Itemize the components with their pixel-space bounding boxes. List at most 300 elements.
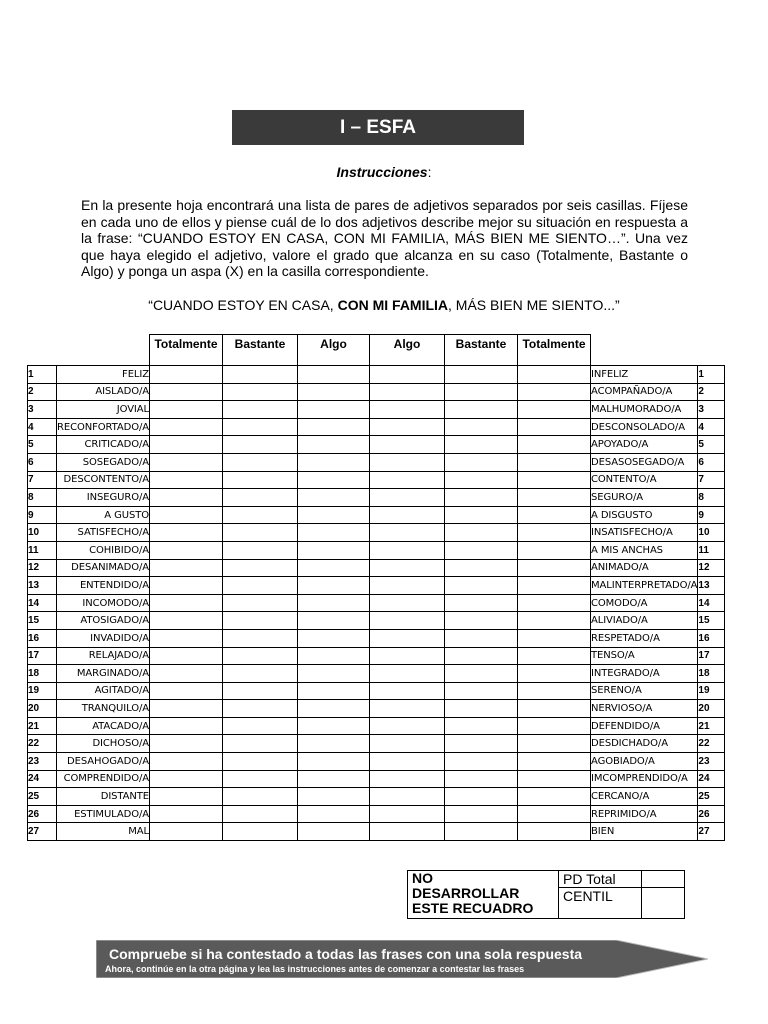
checkbox-cell-bastante-right[interactable] bbox=[445, 788, 518, 806]
checkbox-cell-algo-right[interactable] bbox=[370, 594, 445, 612]
right-adjective: A DISGUSTO bbox=[591, 506, 698, 524]
checkbox-cell-algo-right[interactable] bbox=[370, 401, 445, 419]
right-adjective: DESCONSOLADO/A bbox=[591, 418, 698, 436]
left-adjective: COHIBIDO/A bbox=[57, 541, 150, 559]
instructions-colon: : bbox=[427, 164, 432, 180]
row-number-left: 11 bbox=[28, 541, 57, 559]
checkbox-cell-algo-left[interactable] bbox=[298, 788, 370, 806]
checkbox-cell-algo-right[interactable] bbox=[370, 506, 445, 524]
checkbox-cell-algo-left[interactable] bbox=[298, 453, 370, 471]
table-row bbox=[28, 753, 725, 771]
notice-line: DESARROLLAR bbox=[412, 885, 520, 901]
row-number-left: 12 bbox=[28, 559, 57, 577]
row-number-right: 25 bbox=[698, 788, 725, 806]
checkbox-cell-algo-left[interactable] bbox=[298, 559, 370, 577]
checkbox-cell-algo-right[interactable] bbox=[370, 770, 445, 788]
left-adjective: CRITICADO/A bbox=[57, 436, 150, 454]
left-adjective: MARGINADO/A bbox=[57, 665, 150, 683]
checkbox-cell-totalmente-right[interactable] bbox=[518, 823, 591, 841]
left-adjective: ESTIMULADO/A bbox=[57, 805, 150, 823]
right-adjective: REPRIMIDO/A bbox=[591, 805, 698, 823]
header-bastante-left: Bastante bbox=[223, 335, 298, 366]
checkbox-cell-algo-right[interactable] bbox=[370, 753, 445, 771]
left-adjective: DESANIMADO/A bbox=[57, 559, 150, 577]
right-adjective: TENSO/A bbox=[591, 647, 698, 665]
checkbox-cell-bastante-left[interactable] bbox=[223, 753, 298, 771]
header-blank-left bbox=[28, 335, 57, 366]
checkbox-cell-totalmente-left[interactable] bbox=[150, 594, 223, 612]
row-number-left: 26 bbox=[28, 805, 57, 823]
checkbox-cell-bastante-right[interactable] bbox=[445, 506, 518, 524]
checkbox-cell-algo-left[interactable] bbox=[298, 665, 370, 683]
checkbox-cell-totalmente-left[interactable] bbox=[150, 805, 223, 823]
table-row bbox=[28, 401, 725, 419]
checkbox-cell-algo-left[interactable] bbox=[298, 541, 370, 559]
checkbox-cell-algo-right[interactable] bbox=[370, 366, 445, 384]
checkbox-cell-bastante-right[interactable] bbox=[445, 805, 518, 823]
right-adjective: CERCANO/A bbox=[591, 788, 698, 806]
row-number-right: 20 bbox=[698, 700, 725, 718]
checkbox-cell-algo-left[interactable] bbox=[298, 682, 370, 700]
left-adjective: RECONFORTADO/A bbox=[57, 418, 150, 436]
notice-line: ESTE RECUADRO bbox=[412, 900, 534, 916]
row-number-right: 16 bbox=[698, 629, 725, 647]
checkbox-cell-bastante-right[interactable] bbox=[445, 577, 518, 595]
checkbox-cell-algo-left[interactable] bbox=[298, 753, 370, 771]
row-number-left: 14 bbox=[28, 594, 57, 612]
instructions-heading bbox=[0, 164, 768, 180]
checkbox-cell-totalmente-left[interactable] bbox=[150, 647, 223, 665]
checkbox-cell-algo-left[interactable] bbox=[298, 823, 370, 841]
checkbox-cell-bastante-left[interactable] bbox=[223, 805, 298, 823]
checkbox-cell-totalmente-right[interactable] bbox=[518, 629, 591, 647]
checkbox-cell-bastante-left[interactable] bbox=[223, 506, 298, 524]
checkbox-cell-algo-right[interactable] bbox=[370, 788, 445, 806]
right-adjective: ALIVIADO/A bbox=[591, 612, 698, 630]
checkbox-cell-totalmente-left[interactable] bbox=[150, 717, 223, 735]
checkbox-cell-totalmente-right[interactable] bbox=[518, 770, 591, 788]
footer-check-message: Compruebe si ha contestado a todas las frases con una sola respuesta bbox=[109, 946, 583, 962]
row-number-right: 7 bbox=[698, 471, 725, 489]
checkbox-cell-totalmente-left[interactable] bbox=[150, 753, 223, 771]
checkbox-cell-bastante-right[interactable] bbox=[445, 594, 518, 612]
table-row bbox=[28, 471, 725, 489]
checkbox-cell-algo-right[interactable] bbox=[370, 665, 445, 683]
checkbox-cell-algo-right[interactable] bbox=[370, 453, 445, 471]
row-number-left: 1 bbox=[28, 366, 57, 384]
right-adjective: DEFENDIDO/A bbox=[591, 717, 698, 735]
checkbox-cell-totalmente-left[interactable] bbox=[150, 735, 223, 753]
right-adjective: MALINTERPRETADO/A bbox=[591, 577, 698, 595]
checkbox-cell-algo-right[interactable] bbox=[370, 471, 445, 489]
checkbox-cell-totalmente-right[interactable] bbox=[518, 700, 591, 718]
checkbox-cell-bastante-right[interactable] bbox=[445, 665, 518, 683]
checkbox-cell-algo-left[interactable] bbox=[298, 717, 370, 735]
row-number-left: 16 bbox=[28, 629, 57, 647]
right-adjective: ACOMPAÑADO/A bbox=[591, 383, 698, 401]
checkbox-cell-algo-right[interactable] bbox=[370, 629, 445, 647]
checkbox-cell-bastante-right[interactable] bbox=[445, 489, 518, 507]
right-adjective: SERENO/A bbox=[591, 682, 698, 700]
checkbox-cell-totalmente-right[interactable] bbox=[518, 735, 591, 753]
checkbox-cell-algo-right[interactable] bbox=[370, 823, 445, 841]
checkbox-cell-algo-right[interactable] bbox=[370, 559, 445, 577]
checkbox-cell-algo-left[interactable] bbox=[298, 647, 370, 665]
checkbox-cell-algo-right[interactable] bbox=[370, 682, 445, 700]
checkbox-cell-algo-right[interactable] bbox=[370, 489, 445, 507]
left-adjective: INCOMODO/A bbox=[57, 594, 150, 612]
left-adjective: DESCONTENTO/A bbox=[57, 471, 150, 489]
checkbox-cell-totalmente-left[interactable] bbox=[150, 788, 223, 806]
checkbox-cell-algo-left[interactable] bbox=[298, 418, 370, 436]
row-number-right: 11 bbox=[698, 541, 725, 559]
prompt-part2: , MÁS BIEN ME SIENTO...” bbox=[448, 297, 620, 313]
checkbox-cell-totalmente-right[interactable] bbox=[518, 541, 591, 559]
left-adjective: SOSEGADO/A bbox=[57, 453, 150, 471]
checkbox-cell-bastante-left[interactable] bbox=[223, 436, 298, 454]
left-adjective: DICHOSO/A bbox=[57, 735, 150, 753]
checkbox-cell-algo-left[interactable] bbox=[298, 436, 370, 454]
checkbox-cell-bastante-left[interactable] bbox=[223, 717, 298, 735]
checkbox-cell-algo-right[interactable] bbox=[370, 805, 445, 823]
checkbox-cell-bastante-left[interactable] bbox=[223, 559, 298, 577]
checkbox-cell-totalmente-right[interactable] bbox=[518, 506, 591, 524]
checkbox-cell-totalmente-right[interactable] bbox=[518, 665, 591, 683]
checkbox-cell-totalmente-right[interactable] bbox=[518, 612, 591, 630]
table-row bbox=[28, 665, 725, 683]
checkbox-cell-totalmente-left[interactable] bbox=[150, 770, 223, 788]
checkbox-cell-algo-right[interactable] bbox=[370, 700, 445, 718]
row-number-left: 27 bbox=[28, 823, 57, 841]
checkbox-cell-algo-left[interactable] bbox=[298, 770, 370, 788]
row-number-left: 15 bbox=[28, 612, 57, 630]
checkbox-cell-bastante-left[interactable] bbox=[223, 700, 298, 718]
checkbox-cell-algo-right[interactable] bbox=[370, 524, 445, 542]
right-adjective: AGOBIADO/A bbox=[591, 753, 698, 771]
row-number-right: 5 bbox=[698, 436, 725, 454]
checkbox-cell-totalmente-left[interactable] bbox=[150, 823, 223, 841]
header-blank-left-adj bbox=[57, 335, 150, 366]
table-row bbox=[28, 612, 725, 630]
checkbox-cell-totalmente-left[interactable] bbox=[150, 366, 223, 384]
checkbox-cell-bastante-left[interactable] bbox=[223, 401, 298, 419]
row-number-right: 17 bbox=[698, 647, 725, 665]
header-blank-right bbox=[698, 335, 725, 366]
checkbox-cell-totalmente-right[interactable] bbox=[518, 753, 591, 771]
pd-total-field[interactable] bbox=[642, 871, 685, 888]
table-row bbox=[28, 506, 725, 524]
left-adjective: RELAJADO/A bbox=[57, 647, 150, 665]
row-number-left: 7 bbox=[28, 471, 57, 489]
checkbox-cell-bastante-right[interactable] bbox=[445, 682, 518, 700]
checkbox-cell-totalmente-left[interactable] bbox=[150, 612, 223, 630]
checkbox-cell-algo-left[interactable] bbox=[298, 594, 370, 612]
row-number-right: 23 bbox=[698, 753, 725, 771]
right-adjective: NERVIOSO/A bbox=[591, 700, 698, 718]
checkbox-cell-bastante-right[interactable] bbox=[445, 471, 518, 489]
checkbox-cell-bastante-left[interactable] bbox=[223, 788, 298, 806]
row-number-right: 9 bbox=[698, 506, 725, 524]
checkbox-cell-bastante-right[interactable] bbox=[445, 823, 518, 841]
checkbox-cell-bastante-right[interactable] bbox=[445, 559, 518, 577]
checkbox-cell-totalmente-right[interactable] bbox=[518, 805, 591, 823]
checkbox-cell-algo-right[interactable] bbox=[370, 383, 445, 401]
checkbox-cell-algo-left[interactable] bbox=[298, 489, 370, 507]
right-adjective: DESASOSEGADO/A bbox=[591, 453, 698, 471]
header-bastante-right: Bastante bbox=[445, 335, 518, 366]
checkbox-cell-totalmente-right[interactable] bbox=[518, 436, 591, 454]
checkbox-cell-bastante-left[interactable] bbox=[223, 770, 298, 788]
row-number-left: 8 bbox=[28, 489, 57, 507]
checkbox-cell-totalmente-right[interactable] bbox=[518, 559, 591, 577]
checkbox-cell-totalmente-right[interactable] bbox=[518, 682, 591, 700]
checkbox-cell-totalmente-right[interactable] bbox=[518, 453, 591, 471]
checkbox-cell-bastante-right[interactable] bbox=[445, 453, 518, 471]
table-row bbox=[28, 418, 725, 436]
checkbox-cell-totalmente-right[interactable] bbox=[518, 401, 591, 419]
table-row bbox=[28, 770, 725, 788]
checkbox-cell-bastante-right[interactable] bbox=[445, 418, 518, 436]
checkbox-cell-bastante-right[interactable] bbox=[445, 700, 518, 718]
checkbox-cell-bastante-right[interactable] bbox=[445, 753, 518, 771]
page-title: I – ESFA bbox=[232, 110, 524, 145]
right-adjective: INSATISFECHO/A bbox=[591, 524, 698, 542]
checkbox-cell-algo-right[interactable] bbox=[370, 436, 445, 454]
checkbox-cell-bastante-left[interactable] bbox=[223, 647, 298, 665]
right-adjective: INTEGRADO/A bbox=[591, 665, 698, 683]
checkbox-cell-bastante-left[interactable] bbox=[223, 629, 298, 647]
checkbox-cell-algo-left[interactable] bbox=[298, 805, 370, 823]
table-row bbox=[28, 524, 725, 542]
table-row bbox=[28, 717, 725, 735]
left-adjective: INVADIDO/A bbox=[57, 629, 150, 647]
checkbox-cell-totalmente-right[interactable] bbox=[518, 489, 591, 507]
checkbox-cell-algo-left[interactable] bbox=[298, 383, 370, 401]
centil-field[interactable] bbox=[642, 888, 685, 919]
row-number-right: 19 bbox=[698, 682, 725, 700]
table-row bbox=[28, 577, 725, 595]
footer-continue-message: Ahora, continúe en la otra página y lea las instrucciones antes de comenzar a contestar las frases bbox=[105, 964, 525, 974]
checkbox-cell-bastante-right[interactable] bbox=[445, 629, 518, 647]
checkbox-cell-bastante-left[interactable] bbox=[223, 541, 298, 559]
checkbox-cell-bastante-left[interactable] bbox=[223, 489, 298, 507]
right-adjective: SEGURO/A bbox=[591, 489, 698, 507]
table-row bbox=[28, 559, 725, 577]
left-adjective: SATISFECHO/A bbox=[57, 524, 150, 542]
checkbox-cell-totalmente-left[interactable] bbox=[150, 471, 223, 489]
checkbox-cell-algo-right[interactable] bbox=[370, 418, 445, 436]
checkbox-cell-bastante-left[interactable] bbox=[223, 577, 298, 595]
left-adjective: MAL bbox=[57, 823, 150, 841]
left-adjective: INSEGURO/A bbox=[57, 489, 150, 507]
checkbox-cell-bastante-left[interactable] bbox=[223, 418, 298, 436]
row-number-right: 18 bbox=[698, 665, 725, 683]
checkbox-cell-bastante-right[interactable] bbox=[445, 524, 518, 542]
left-adjective: ATOSIGADO/A bbox=[57, 612, 150, 630]
checkbox-cell-bastante-right[interactable] bbox=[445, 612, 518, 630]
checkbox-cell-bastante-right[interactable] bbox=[445, 366, 518, 384]
checkbox-cell-algo-right[interactable] bbox=[370, 577, 445, 595]
checkbox-cell-totalmente-right[interactable] bbox=[518, 647, 591, 665]
table-row bbox=[28, 788, 725, 806]
checkbox-cell-bastante-left[interactable] bbox=[223, 383, 298, 401]
table-row bbox=[28, 682, 725, 700]
left-adjective: COMPRENDIDO/A bbox=[57, 770, 150, 788]
right-adjective: IMCOMPRENDIDO/A bbox=[591, 770, 698, 788]
checkbox-cell-algo-left[interactable] bbox=[298, 401, 370, 419]
checkbox-cell-algo-left[interactable] bbox=[298, 471, 370, 489]
table-row bbox=[28, 823, 725, 841]
row-number-left: 2 bbox=[28, 383, 57, 401]
checkbox-cell-totalmente-left[interactable] bbox=[150, 489, 223, 507]
checkbox-cell-algo-left[interactable] bbox=[298, 366, 370, 384]
left-adjective: A GUSTO bbox=[57, 506, 150, 524]
row-number-left: 10 bbox=[28, 524, 57, 542]
row-number-right: 21 bbox=[698, 717, 725, 735]
left-adjective: DESAHOGADO/A bbox=[57, 753, 150, 771]
right-adjective: INFELIZ bbox=[591, 366, 698, 384]
checkbox-cell-totalmente-left[interactable] bbox=[150, 383, 223, 401]
table-row bbox=[28, 629, 725, 647]
do-not-fill-notice bbox=[408, 871, 559, 919]
row-number-right: 12 bbox=[698, 559, 725, 577]
checkbox-cell-totalmente-left[interactable] bbox=[150, 506, 223, 524]
right-adjective: COMODO/A bbox=[591, 594, 698, 612]
table-row bbox=[28, 805, 725, 823]
checkbox-cell-algo-left[interactable] bbox=[298, 629, 370, 647]
checkbox-cell-bastante-right[interactable] bbox=[445, 770, 518, 788]
checkbox-cell-totalmente-left[interactable] bbox=[150, 629, 223, 647]
checkbox-cell-bastante-right[interactable] bbox=[445, 383, 518, 401]
checkbox-cell-algo-left[interactable] bbox=[298, 577, 370, 595]
checkbox-cell-bastante-right[interactable] bbox=[445, 401, 518, 419]
checkbox-cell-totalmente-right[interactable] bbox=[518, 577, 591, 595]
row-number-left: 21 bbox=[28, 717, 57, 735]
notice-line: NO bbox=[412, 870, 433, 886]
table-row bbox=[28, 453, 725, 471]
checkbox-cell-algo-right[interactable] bbox=[370, 735, 445, 753]
checkbox-cell-bastante-left[interactable] bbox=[223, 682, 298, 700]
row-number-right: 1 bbox=[698, 366, 725, 384]
checkbox-cell-algo-right[interactable] bbox=[370, 541, 445, 559]
checkbox-cell-algo-left[interactable] bbox=[298, 524, 370, 542]
left-adjective: DISTANTE bbox=[57, 788, 150, 806]
checkbox-cell-bastante-right[interactable] bbox=[445, 717, 518, 735]
scoring-box bbox=[407, 870, 685, 919]
header-totalmente-right: Totalmente bbox=[518, 335, 591, 366]
header-algo-left: Algo bbox=[298, 335, 370, 366]
checkbox-cell-totalmente-right[interactable] bbox=[518, 788, 591, 806]
checkbox-cell-bastante-left[interactable] bbox=[223, 823, 298, 841]
checkbox-cell-totalmente-left[interactable] bbox=[150, 453, 223, 471]
left-adjective: ATACADO/A bbox=[57, 717, 150, 735]
checkbox-cell-totalmente-left[interactable] bbox=[150, 682, 223, 700]
checkbox-cell-bastante-left[interactable] bbox=[223, 594, 298, 612]
row-number-left: 3 bbox=[28, 401, 57, 419]
checkbox-cell-totalmente-left[interactable] bbox=[150, 418, 223, 436]
checkbox-cell-bastante-left[interactable] bbox=[223, 471, 298, 489]
table-row bbox=[28, 436, 725, 454]
pd-total-label: PD Total bbox=[559, 871, 642, 888]
checkbox-cell-algo-left[interactable] bbox=[298, 700, 370, 718]
row-number-left: 9 bbox=[28, 506, 57, 524]
checkbox-cell-totalmente-right[interactable] bbox=[518, 366, 591, 384]
checkbox-cell-totalmente-left[interactable] bbox=[150, 541, 223, 559]
checkbox-cell-totalmente-right[interactable] bbox=[518, 524, 591, 542]
checkbox-cell-totalmente-right[interactable] bbox=[518, 418, 591, 436]
checkbox-cell-totalmente-right[interactable] bbox=[518, 594, 591, 612]
checkbox-cell-bastante-left[interactable] bbox=[223, 453, 298, 471]
row-number-left: 22 bbox=[28, 735, 57, 753]
checkbox-cell-bastante-left[interactable] bbox=[223, 612, 298, 630]
checkbox-cell-totalmente-left[interactable] bbox=[150, 665, 223, 683]
checkbox-cell-algo-left[interactable] bbox=[298, 612, 370, 630]
header-totalmente-left: Totalmente bbox=[150, 335, 223, 366]
checkbox-cell-bastante-right[interactable] bbox=[445, 647, 518, 665]
checkbox-cell-totalmente-left[interactable] bbox=[150, 559, 223, 577]
table-row bbox=[28, 647, 725, 665]
checkbox-cell-totalmente-right[interactable] bbox=[518, 717, 591, 735]
row-number-right: 14 bbox=[698, 594, 725, 612]
prompt-part1: “CUANDO ESTOY EN CASA, bbox=[148, 297, 338, 313]
checkbox-cell-totalmente-right[interactable] bbox=[518, 471, 591, 489]
grid-header-row bbox=[28, 335, 725, 366]
checkbox-cell-algo-right[interactable] bbox=[370, 612, 445, 630]
checkbox-cell-algo-left[interactable] bbox=[298, 506, 370, 524]
right-adjective: ANIMADO/A bbox=[591, 559, 698, 577]
row-number-left: 24 bbox=[28, 770, 57, 788]
checkbox-cell-totalmente-left[interactable] bbox=[150, 700, 223, 718]
checkbox-cell-bastante-left[interactable] bbox=[223, 735, 298, 753]
adjective-grid bbox=[27, 334, 725, 841]
right-adjective: A MIS ANCHAS bbox=[591, 541, 698, 559]
checkbox-cell-totalmente-left[interactable] bbox=[150, 401, 223, 419]
checkbox-cell-totalmente-right[interactable] bbox=[518, 383, 591, 401]
instructions-label: Instrucciones bbox=[336, 164, 428, 180]
checkbox-cell-algo-left[interactable] bbox=[298, 735, 370, 753]
checkbox-cell-totalmente-left[interactable] bbox=[150, 524, 223, 542]
row-number-left: 13 bbox=[28, 577, 57, 595]
row-number-right: 15 bbox=[698, 612, 725, 630]
row-number-right: 22 bbox=[698, 735, 725, 753]
checkbox-cell-totalmente-left[interactable] bbox=[150, 436, 223, 454]
checkbox-cell-bastante-left[interactable] bbox=[223, 665, 298, 683]
checkbox-cell-algo-right[interactable] bbox=[370, 647, 445, 665]
table-row bbox=[28, 541, 725, 559]
row-number-right: 27 bbox=[698, 823, 725, 841]
row-number-right: 2 bbox=[698, 383, 725, 401]
checkbox-cell-bastante-left[interactable] bbox=[223, 366, 298, 384]
row-number-left: 4 bbox=[28, 418, 57, 436]
row-number-left: 23 bbox=[28, 753, 57, 771]
centil-label: CENTIL bbox=[559, 888, 642, 919]
left-adjective: TRANQUILO/A bbox=[57, 700, 150, 718]
row-number-left: 5 bbox=[28, 436, 57, 454]
row-number-right: 6 bbox=[698, 453, 725, 471]
checkbox-cell-bastante-right[interactable] bbox=[445, 436, 518, 454]
checkbox-cell-algo-right[interactable] bbox=[370, 717, 445, 735]
table-row bbox=[28, 489, 725, 507]
row-number-left: 25 bbox=[28, 788, 57, 806]
row-number-left: 6 bbox=[28, 453, 57, 471]
checkbox-cell-bastante-right[interactable] bbox=[445, 541, 518, 559]
checkbox-cell-bastante-left[interactable] bbox=[223, 524, 298, 542]
checkbox-cell-totalmente-left[interactable] bbox=[150, 577, 223, 595]
table-row bbox=[28, 700, 725, 718]
left-adjective: AISLADO/A bbox=[57, 383, 150, 401]
table-row bbox=[28, 594, 725, 612]
checkbox-cell-bastante-right[interactable] bbox=[445, 735, 518, 753]
